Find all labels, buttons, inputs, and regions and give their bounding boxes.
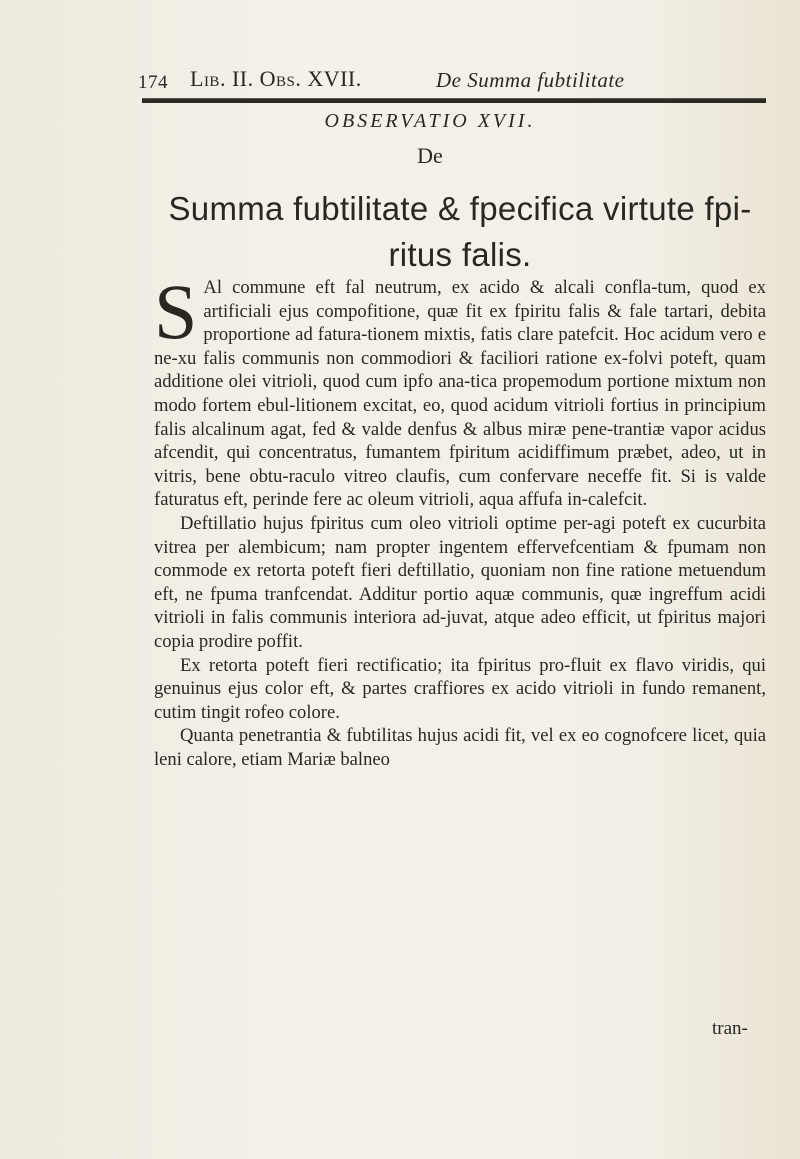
paragraph-1-text: Al commune eft fal neutrum, ex acido & alcali confla-tum, quod ex artificiali ejus compofitione, quæ fit ex fpiritu falis & fale tartari, debita proportione ad fatura-tionem mixtis, fatis clare patefcit. Hoc acidum vero e ne-xu falis communis non commodiori & faciliori ratione ex-folvi poteft, quam additione olei vitrioli, quod cum ipfo ana-tica propemodum portione mixtum non modo fortem ebul-litionem excitat, eo, quod acidum vitrioli fortius in principium falis alcalinum agat, fed & valde denfus & albus miræ pene-trantiæ vapor acidus afcendit, qui concentratus, fumantem fpiritum acidiffimum præbet, adeo, ut in vitris, bene obtu-raculo vitreo claufis, cum confervare neceffe fit. Si is valde faturatus eft, perinde fere ac oleum vitrioli, aqua affufa in-calefcit. — [154, 277, 766, 511]
catchword: tran- — [712, 1018, 748, 1039]
paragraph-3: Ex retorta poteft fieri rectificatio; ita fpiritus pro-fluit ex flavo viridis, qui genuinus ejus color eft, & partes craffiores ex acido vitrioli in fundo remanent, cutim tingit rofeo colore. — [154, 654, 766, 723]
running-title: De Summa fubtilitate — [436, 68, 625, 92]
paragraph-2: Deftillatio hujus fpiritus cum oleo vitrioli optime per-agi poteft ex cucurbita vitrea per alembicum; nam propter ingentem effervefcentiam & fpumam non commode ex retorta poteft fieri deftillatio, quoniam non fine ratione metuendum eft, ne fpuma tranfcendat. Additur portio aquæ communis, quæ ingreffum acidi vitrioli in falis communis interiora ad-juvat, atque adeo efficit, ut fpiritus majori copia prodire poffit. — [154, 512, 766, 652]
paragraph-4: Quanta penetrantia & fubtilitas hujus acidi fit, vel ex eo cognofcere licet, quia leni calore, etiam Mariæ balneo — [154, 725, 766, 770]
page-number: 174 — [138, 72, 168, 93]
paragraph-1 — [154, 268, 766, 512]
body-text — [154, 268, 766, 771]
title-preposition: De — [417, 143, 443, 168]
header-rule — [142, 98, 766, 103]
section-reference: Lib. II. Obs. XVII. — [190, 66, 362, 91]
observation-heading: OBSERVATIO XVII. — [324, 110, 536, 132]
running-head — [138, 66, 778, 94]
chapter-title: Summa fubtilitate & fpecifica virtute fpi-ritus falis. — [168, 190, 752, 273]
drop-cap: S — [154, 268, 198, 355]
